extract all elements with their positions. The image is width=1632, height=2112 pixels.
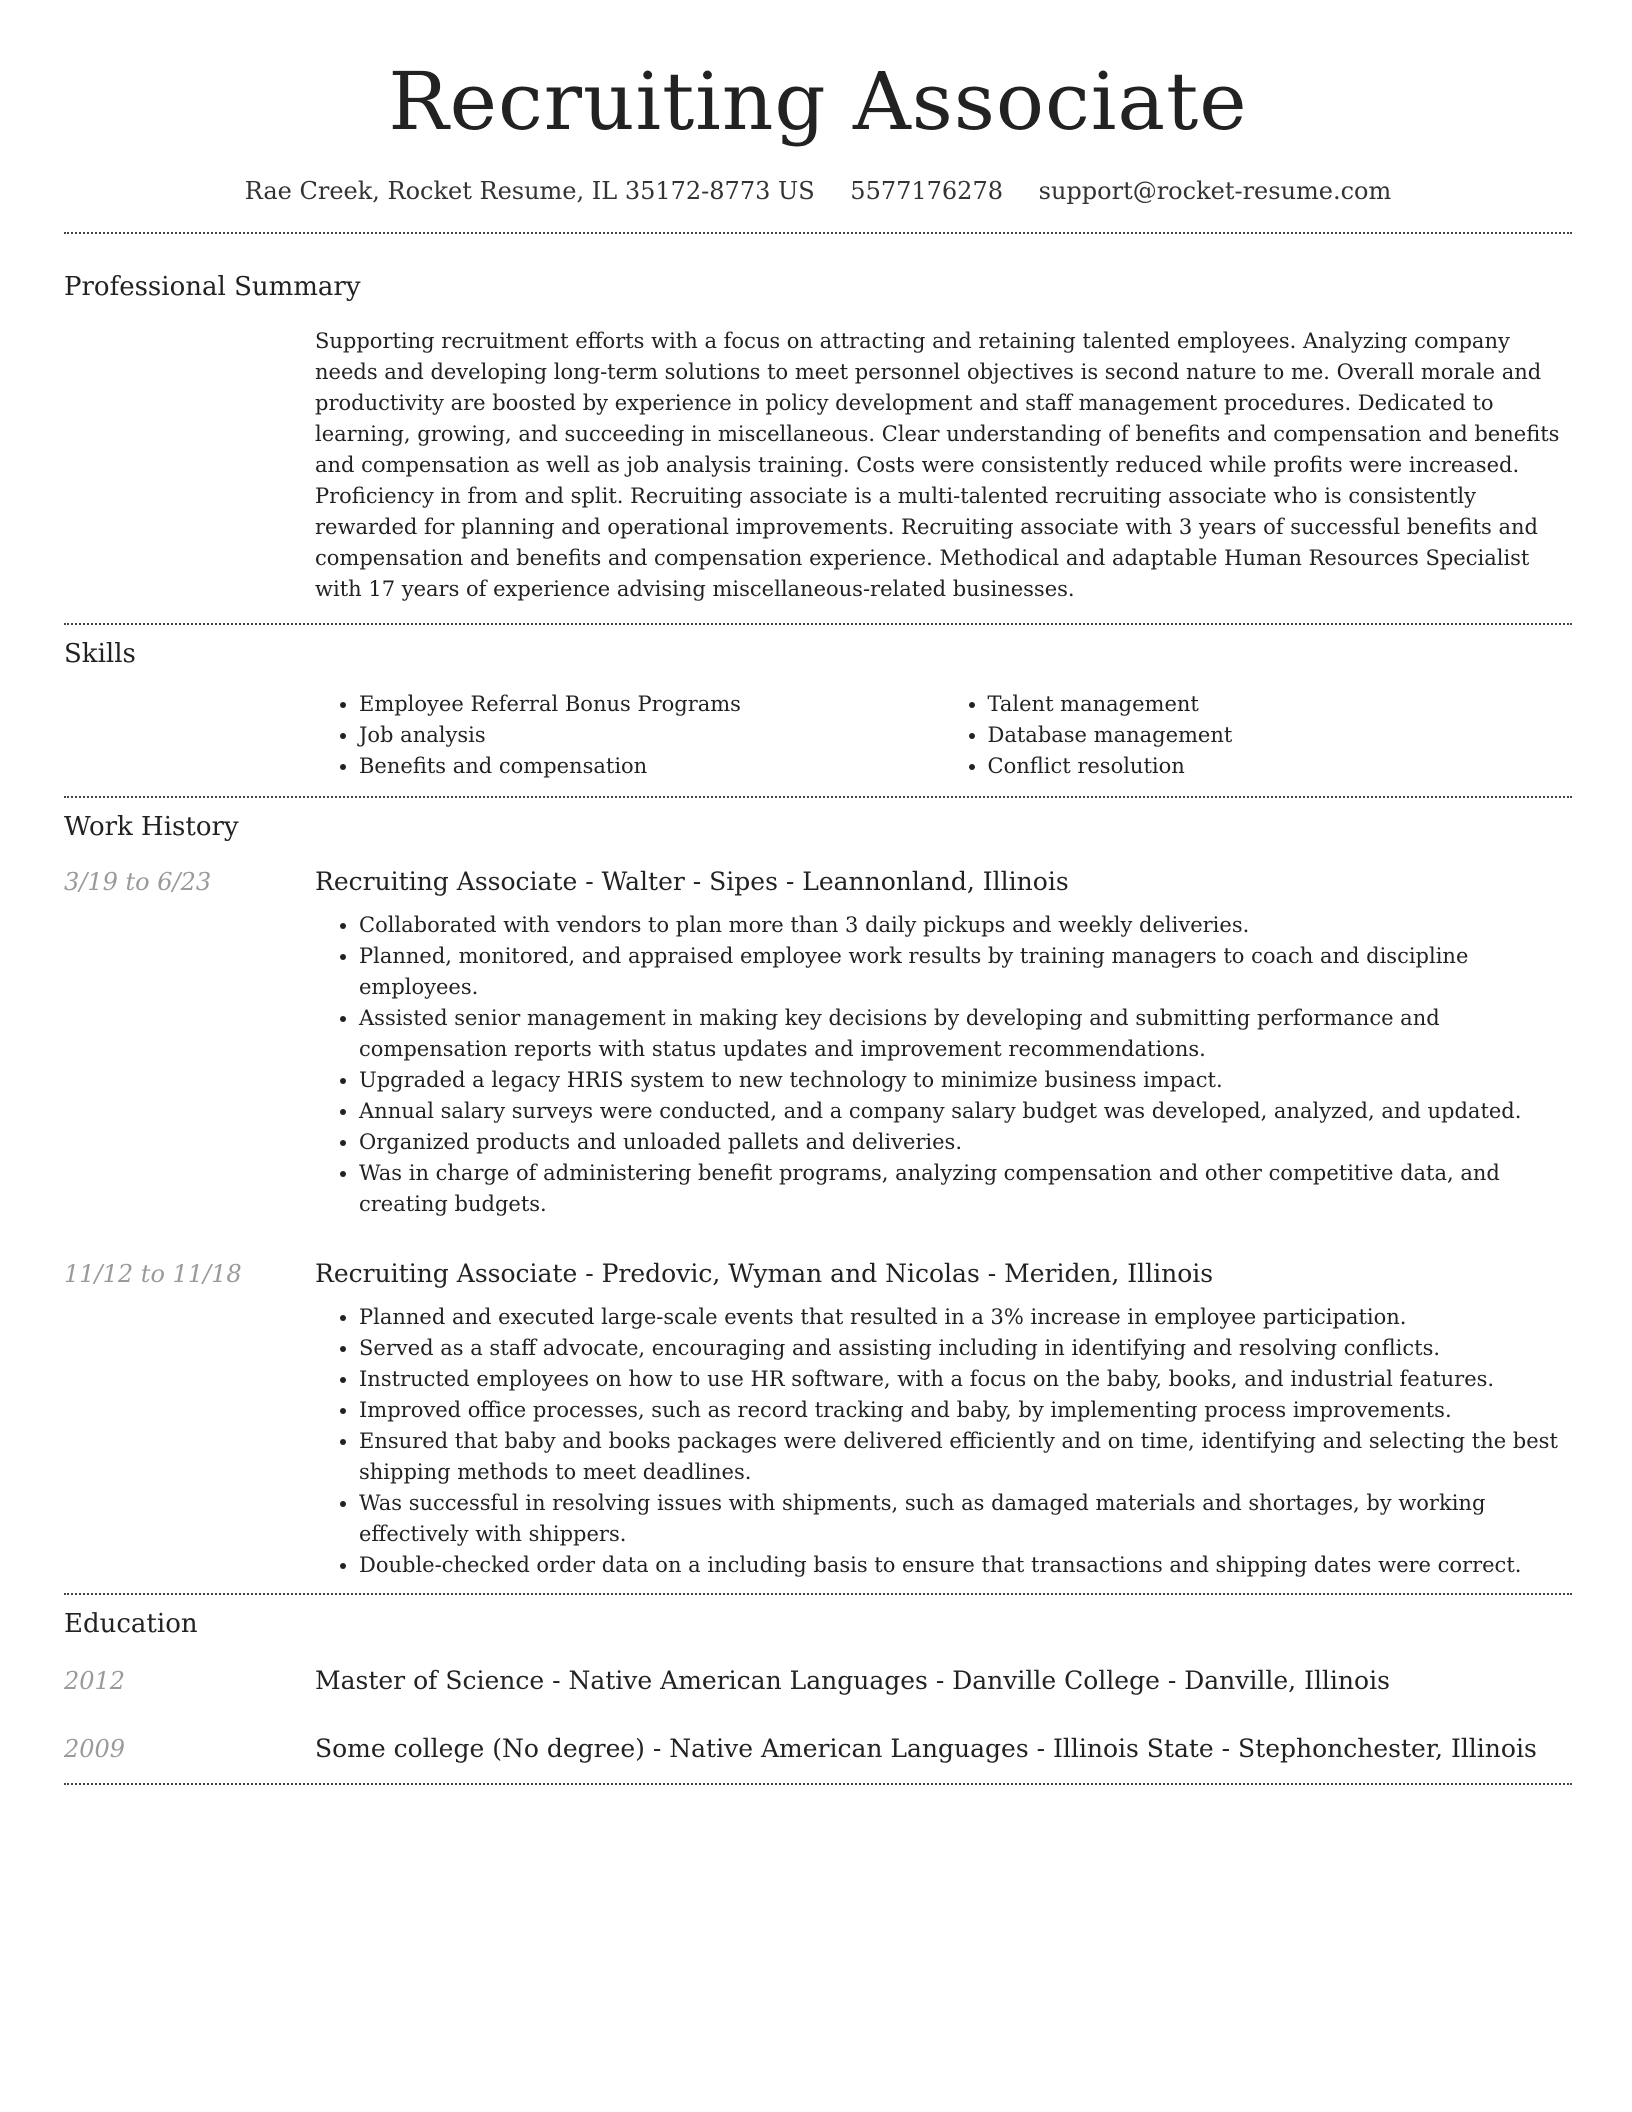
work-heading: Work History xyxy=(64,812,239,842)
work-section xyxy=(64,810,1572,1581)
education-section xyxy=(64,1607,1572,1767)
skill-item: • Talent management xyxy=(988,689,1573,720)
job-bullet: • Organized products and unloaded pallets and deliveries. xyxy=(359,1127,1572,1158)
job-bullet: • Planned and executed large-scale events that resulted in a 3% increase in employee participation. xyxy=(359,1302,1572,1333)
job-bullet: • Double-checked order data on a including basis to ensure that transactions and shipping dates were correct. xyxy=(359,1550,1572,1581)
education-year: 2009 xyxy=(64,1735,126,1763)
education-entry xyxy=(64,1731,1572,1767)
divider xyxy=(64,796,1572,798)
skill-item: • Database management xyxy=(988,720,1573,751)
skills-list xyxy=(315,689,1572,782)
job-bullet: • Instructed employees on how to use HR software, with a focus on the baby, books, and industrial features. xyxy=(359,1364,1572,1395)
job-bullet: • Improved office processes, such as record tracking and baby, by implementing process improvements. xyxy=(359,1395,1572,1426)
job-bullet: • Planned, monitored, and appraised employee work results by training managers to coach and discipline employees. xyxy=(359,941,1572,1003)
education-heading: Education xyxy=(64,1609,198,1639)
education-detail: Some college (No degree) - Native American Languages - Illinois State - Stephonchester, Illinois xyxy=(315,1734,1537,1763)
education-year: 2012 xyxy=(64,1667,126,1695)
skill-item: • Benefits and compensation xyxy=(359,751,944,782)
divider xyxy=(64,623,1572,625)
divider xyxy=(64,232,1572,234)
skill-item: • Job analysis xyxy=(359,720,944,751)
job-bullet: • Served as a staff advocate, encouraging and assisting including in identifying and resolving conflicts. xyxy=(359,1333,1572,1364)
contact-address: Rae Creek, Rocket Resume, IL 35172-8773 US xyxy=(244,177,815,205)
resume-page xyxy=(64,0,1572,1785)
education-detail: Master of Science - Native American Languages - Danville College - Danville, Illinois xyxy=(315,1666,1390,1695)
job-title: Recruiting Associate - Predovic, Wyman and Nicolas - Meriden, Illinois xyxy=(315,1259,1214,1288)
job-bullet: • Annual salary surveys were conducted, and a company salary budget was developed, analyzed, and updated. xyxy=(359,1096,1572,1127)
contact-phone: 5577176278 xyxy=(850,177,1003,205)
job-bullet: • Was successful in resolving issues with shipments, such as damaged materials and shortages, by working effectively with shippers. xyxy=(359,1488,1572,1550)
summary-text: Supporting recruitment efforts with a focus on attracting and retaining talented employees. Analyzing company needs and developing long-term solutions to meet personnel objectives is second nature to me. Overall morale and productivity are boosted by experience in policy development and staff management procedures. Dedicated to learning, growing, and succeeding in miscellaneous. Clear understanding of benefits and compensation and benefits and compensation as well as job analysis training. Costs were consistently reduced while profits were increased. Proficiency in from and split. Recruiting associate is a multi-talented recruiting associate who is consistently rewarded for planning and operational improvements. Recruiting associate with 3 years of successful benefits and compensation and benefits and compensation experience. Methodical and adaptable Human Resources Specialist with 17 years of experience advising miscellaneous-related businesses. xyxy=(315,329,1560,601)
summary-body xyxy=(315,326,1572,605)
resume-title: Recruiting Associate xyxy=(388,55,1248,148)
contact-email[interactable]: support@rocket-resume.com xyxy=(1038,177,1392,205)
job-dates: 11/12 to 11/18 xyxy=(64,1260,242,1288)
job-bullet: • Collaborated with vendors to plan more than 3 daily pickups and weekly deliveries. xyxy=(359,910,1572,941)
skills-section xyxy=(64,637,1572,782)
divider xyxy=(64,1783,1572,1785)
job-title: Recruiting Associate - Walter - Sipes - Leannonland, Illinois xyxy=(315,867,1069,896)
job-dates: 3/19 to 6/23 xyxy=(64,868,212,896)
contact-line xyxy=(64,174,1572,208)
skills-column-left xyxy=(315,689,944,782)
divider xyxy=(64,1593,1572,1595)
job-bullet: • Was in charge of administering benefit programs, analyzing compensation and other competitive data, and creating budgets. xyxy=(359,1158,1572,1220)
job-entry xyxy=(64,864,1572,1220)
education-details xyxy=(315,1663,1572,1699)
job-details xyxy=(315,864,1572,1220)
skill-item: • Conflict resolution xyxy=(988,751,1573,782)
job-bullet: • Ensured that baby and books packages were delivered efficiently and on time, identifying and selecting the best shipping methods to meet deadlines. xyxy=(359,1426,1572,1488)
job-bullets xyxy=(315,910,1572,1220)
job-entry xyxy=(64,1256,1572,1581)
summary-heading: Professional Summary xyxy=(64,272,361,302)
education-entry xyxy=(64,1663,1572,1699)
education-details xyxy=(315,1731,1572,1767)
summary-section xyxy=(64,270,1572,605)
job-bullet: • Upgraded a legacy HRIS system to new technology to minimize business impact. xyxy=(359,1065,1572,1096)
skill-item: • Employee Referral Bonus Programs xyxy=(359,689,944,720)
job-details xyxy=(315,1256,1572,1581)
skills-column-right xyxy=(944,689,1573,782)
job-bullets xyxy=(315,1302,1572,1581)
skills-heading: Skills xyxy=(64,639,136,669)
job-bullet: • Assisted senior management in making key decisions by developing and submitting performance and compensation reports with status updates and improvement recommendations. xyxy=(359,1003,1572,1065)
